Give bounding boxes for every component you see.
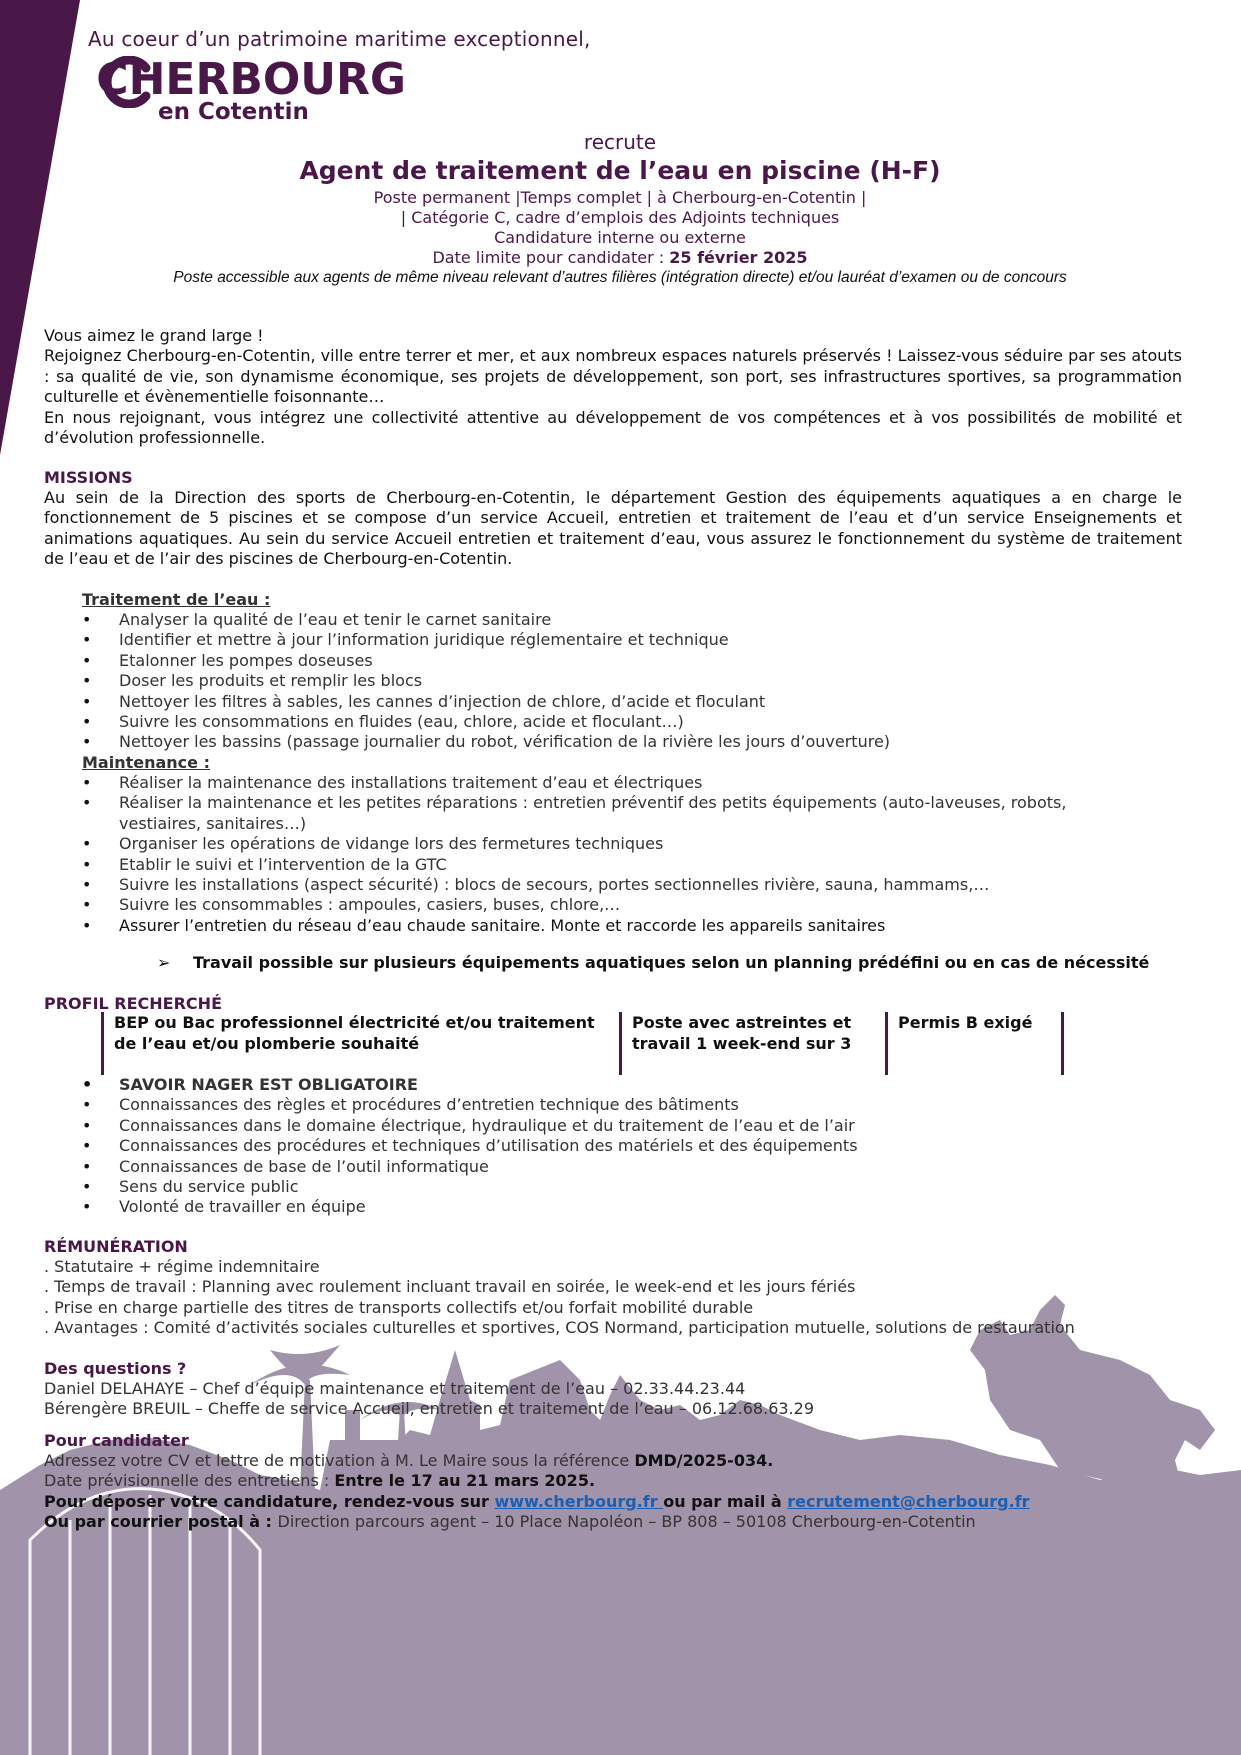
text-line: Daniel DELAHAYE – Chef d’équipe maintenance et traitement de l’eau – 02.33.44.23.44 [44,1379,746,1398]
list-item: • Etalonner les pompes doseuses [82,651,1092,671]
intro-paragraph-2: Rejoignez Cherbourg-en-Cotentin, ville entre terrer et mer, et aux nombreux espaces naturels préservés ! Laissez-vous séduire par ses atouts : sa qualité de vie, son dynamisme économique, ses projets de développement, son port, ses infrastructures sportives, sa programmation culturelle et évènementielle foisonnante… [44,346,1182,407]
contacts-lines [44,1379,1194,1420]
list-item: • Analyser la qualité de l’eau et tenir le carnet sanitaire [82,610,1092,630]
list-item: • Réaliser la maintenance des installations traitement d’eau et électriques [82,773,1092,793]
profile-box-schedule: Poste avec astreintes et travail 1 week-end sur 3 [619,1012,872,1075]
eligibility-note: Poste accessible aux agents de même niveau relevant d’autres filières (intégration directe) et/ou lauréat d’examen ou de concours [173,269,1067,286]
list-item: • Organiser les opérations de vidange lors des fermetures techniques [82,834,1092,854]
list-item: • SAVOIR NAGER EST OBLIGATOIRE [82,1075,1092,1095]
list-item: • Etablir le suivi et l’intervention de la GTC [82,855,1092,875]
header-line-3: Candidature interne ou externe [494,228,746,247]
profile-box-diploma: BEP ou Bac professionnel électricité et/ou traitement de l’eau et/ou plomberie souhaité [101,1012,614,1075]
list-item: • Assurer l’entretien du réseau d’eau chaude sanitaire. Monte et raccorde les appareils sanitaires [82,916,1092,936]
header-line-2: | Catégorie C, cadre d’emplois des Adjoints techniques [400,208,840,227]
maintenance-list [82,773,1092,936]
recrute-label: recrute [583,130,657,154]
intro-paragraph-3: En nous rejoignant, vous intégrez une collectivité attentive au développement de vos compétences et à vos possibilités de mobilité et d’évolution professionnelle. [44,407,1182,448]
list-item: • Suivre les consommations en fluides (eau, chlore, acide et floculant…) [82,712,1092,732]
header-block [150,130,1090,288]
email-link[interactable]: recrutement@cherbourg.fr [787,1491,1030,1511]
apply-heading: Pour candidater [44,1431,189,1450]
text-line: . Temps de travail : Planning avec roulement incluant travail en soirée, le week-end et les jours fériés [44,1277,856,1297]
list-item: • Réaliser la maintenance et les petites réparations : entretien préventif des petits équipements (auto-laveuses, robots, vestiaires, sanitaires…) [82,793,1092,834]
job-title: Agent de traitement de l’eau en piscine (H-F) [299,156,941,185]
missions-text: Au sein de la Direction des sports de Cherbourg-en-Cotentin, le département Gestion des équipements aquatiques a en charge le fonctionnement de 5 piscines et se compose d’un service Accueil, entretien et traitement de l’eau et d’un service Enseignements et animations aquatiques. Au sein du service Accueil entretien et traitement d’eau, vous assurez le fonctionnement du système de traitement de l’eau et de l’air des piscines de Cherbourg-en-Cotentin. [44,488,1182,569]
intro-line-1: Vous aimez le grand large ! [44,326,264,345]
postal-address: Direction parcours agent – 10 Place Napoléon – BP 808 – 50108 Cherbourg-en-Cotentin [277,1512,976,1532]
remuneration-lines [44,1257,1194,1339]
deadline-label: Date limite pour candidater : [432,248,670,267]
website-link[interactable]: www.cherbourg.fr [494,1491,664,1511]
list-item: • Connaissances des règles et procédures d’entretien technique des bâtiments [82,1095,1092,1115]
water-treatment-list [82,610,1092,753]
apply-line-cv [44,1451,1204,1471]
text-line: . Prise en charge partielle des titres de transports collectifs et/ou forfait mobilité durable [44,1297,754,1317]
deadline-line [150,248,1090,268]
list-item: • Connaissances dans le domaine électrique, hydraulique et du traitement de l’eau et de l’air [82,1116,1092,1136]
remuneration-heading: RÉMUNÉRATION [44,1237,188,1256]
tagline: Au coeur d’un patrimoine maritime exceptionnel, [88,27,591,51]
list-item: • Identifier et mettre à jour l’information juridique réglementaire et technique [82,630,1092,650]
planning-note [157,953,1149,972]
list-item: • Suivre les installations (aspect sécurité) : blocs de secours, portes sectionnelles rivière, sauna, hammams,… [82,875,1092,895]
text-line: . Statutaire + régime indemnitaire [44,1257,320,1276]
logo-wordmark: CHERBOURG [96,54,407,105]
deadline-value: 25 février 2025 [669,248,808,267]
postal-label: Ou par courrier postal à : [44,1512,278,1532]
reference-code: DMD/2025-034. [634,1451,774,1470]
text-line: Bérengère BREUIL – Cheffe de service Accueil, entretien et traitement de l’eau – 06.12.68.63.29 [44,1399,814,1419]
email-label: ou par mail à [663,1491,788,1511]
apply-line-postal [44,1512,1204,1532]
list-item: • Doser les produits et remplir les blocs [82,671,1092,691]
list-item: • Connaissances de base de l’outil informatique [82,1157,1092,1177]
planning-note-text: Travail possible sur plusieurs équipements aquatiques selon un planning prédéfini ou en cas de nécessité [193,953,1150,972]
list-item: • Nettoyer les filtres à sables, les cannes d’injection de chlore, d’acide et floculant [82,692,1092,712]
online-label: Pour déposer votre candidature, rendez-vous sur [44,1491,495,1511]
missions-heading: MISSIONS [44,468,133,487]
list-item: • Nettoyer les bassins (passage journalier du robot, vérification de la rivière les jours d’ouverture) [82,732,1092,752]
apply-cv-text: Adressez votre CV et lettre de motivation à M. Le Maire sous la référence [44,1451,635,1470]
profile-list [82,1075,1092,1218]
water-treatment-heading: Traitement de l’eau : [82,590,271,609]
profile-box-divider [1061,1012,1064,1075]
header-line-1: Poste permanent |Temps complet | à Cherbourg-en-Cotentin | [373,188,867,207]
profile-heading: PROFIL RECHERCHÉ [44,994,222,1013]
list-item: • Connaissances des procédures et techniques d’utilisation des matériels et des équipements [82,1136,1092,1156]
interviews-label: Date prévisionnelle des entretiens : [44,1471,335,1491]
intro-section [44,326,1182,448]
maintenance-heading: Maintenance : [82,753,210,772]
list-item: • Volonté de travailler en équipe [82,1197,1092,1217]
apply-line-interviews [44,1471,1204,1491]
logo-sub-text: en Cotentin [158,99,309,125]
cherbourg-logo [96,54,407,132]
logo-main-text [96,54,407,105]
list-item: • Suivre les consommables : ampoules, casiers, buses, chlore,… [82,895,1092,915]
arrow-bullet-icon: ➢ [157,953,171,972]
questions-heading: Des questions ? [44,1359,187,1378]
apply-line-online [44,1492,1204,1512]
interviews-dates: Entre le 17 au 21 mars 2025. [334,1471,596,1491]
text-line: . Avantages : Comité d’activités sociales culturelles et sportives, COS Normand, participation mutuelle, solutions de restauration [44,1318,1075,1338]
list-item: • Sens du service public [82,1177,1092,1197]
apply-section [44,1451,1204,1533]
profile-box-license: Permis B exigé [885,1012,1058,1075]
